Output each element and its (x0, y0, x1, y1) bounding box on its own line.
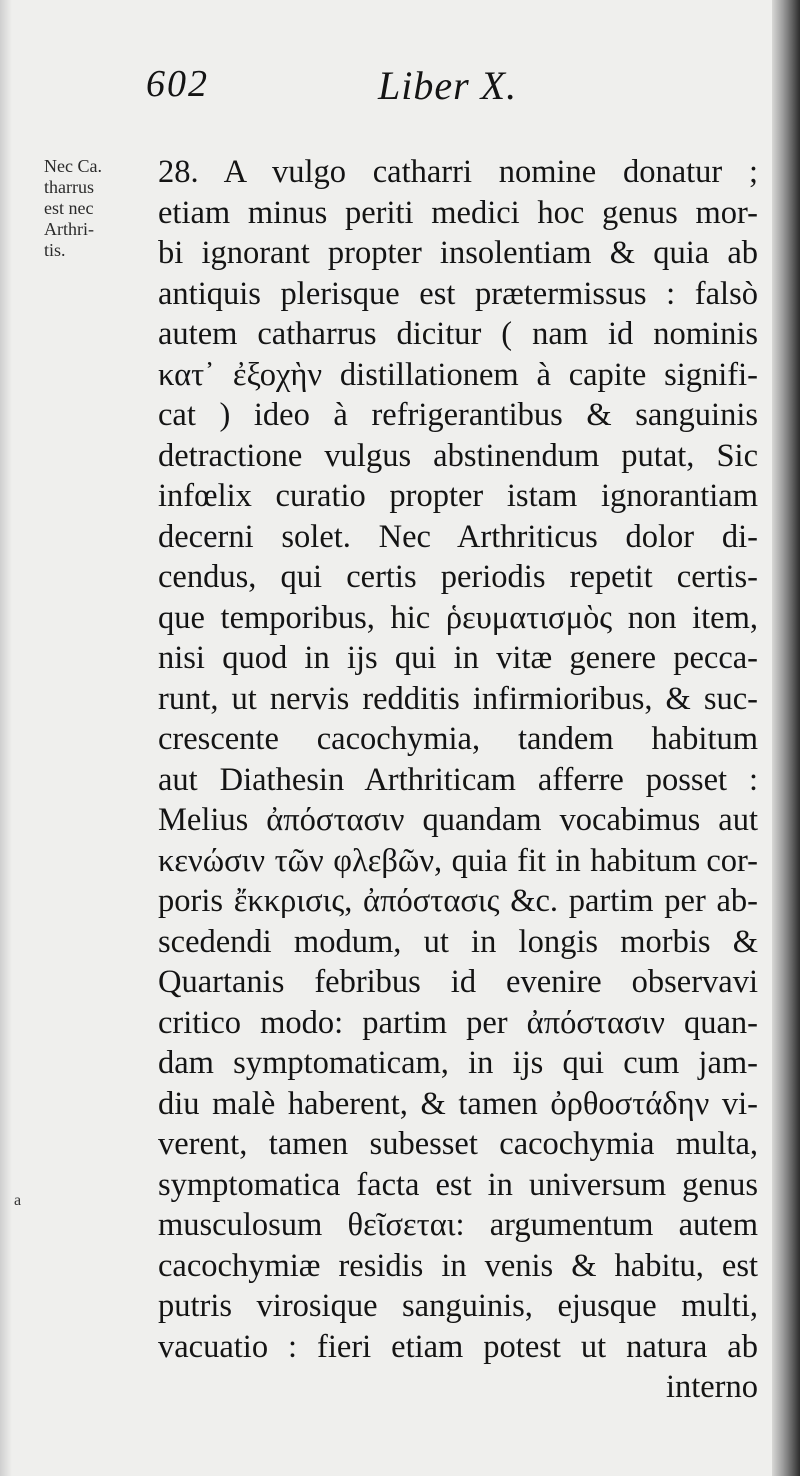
text-line: etiam minus periti medici hoc genus mor- (158, 194, 758, 231)
margin-note-line: est nec (44, 198, 94, 218)
text-line: detractione vulgus abstinendum putat, Sic (158, 437, 758, 474)
text-line: bi ignorant propter insolentiam & quia ab (158, 235, 758, 271)
text-line: putris virosique sanguinis, ejusque multi, (158, 1288, 758, 1324)
text-line: runt, ut nervis redditis infirmioribus, & suc- (158, 680, 758, 717)
text-line: scedendi modum, ut in longis morbis & (158, 923, 758, 960)
margin-note-line: Arthri- (44, 219, 94, 239)
text-line: diu malè haberent, & tamen ὀρθοστάδην vi- (158, 1085, 758, 1122)
text-line: aut Diathesin Arthriticam afferre posset : (158, 761, 758, 798)
text-line: antiquis plerisque est prætermissus : falsò (158, 275, 758, 312)
text-line: κατ᾽ ἐξοχὴν distillationem à capite signifi- (158, 356, 758, 393)
text-line: dam symptomaticam, in ijs qui cum jam- (158, 1045, 758, 1081)
text-line: cacochymiæ residis in venis & habitu, est (158, 1247, 758, 1284)
text-line: 28. A vulgo catharri nomine donatur ; (158, 154, 758, 190)
page-header (0, 62, 770, 112)
body-text (158, 152, 758, 1408)
running-head: Liber X. (378, 63, 518, 108)
margin-note (44, 156, 144, 261)
text-line: symptomatica facta est in universum genus (158, 1166, 758, 1203)
text-line: Melius ἀπόστασιν quandam vocabimus aut (158, 802, 758, 838)
text-line: decerni solet. Nec Arthriticus dolor di- (158, 518, 758, 555)
margin-note-line: Nec Ca. (44, 156, 102, 176)
text-line: cat ) ideo à refrigerantibus & sanguinis (158, 397, 758, 433)
catchword: interno (665, 1369, 758, 1405)
margin-mark: a (14, 1192, 22, 1209)
text-line: critico modo: partim per ἀπόστασιν quan- (158, 1004, 758, 1041)
margin-note-line: tharrus (44, 177, 94, 197)
page-number: 602 (146, 63, 209, 105)
text-line: autem catharrus dicitur ( nam id nominis (158, 316, 758, 352)
text-line: poris ἔκκρισις, ἀπόστασις &c. partim per ab- (158, 883, 758, 919)
text-line: crescente cacochymia, tandem habitum (158, 721, 758, 757)
text-line: que temporibus, hic ῥευματισμὸς non item, (158, 599, 758, 636)
text-line: nisi quod in ijs qui in vitæ genere pecca- (158, 640, 758, 676)
text-line: infœlix curatio propter istam ignorantiam (158, 478, 758, 514)
margin-note-line: tis. (44, 240, 66, 260)
text-line: κενώσιν τῶν φλεβῶν, quia fit in habitum cor- (158, 842, 758, 879)
page-gutter-shadow (772, 0, 800, 1476)
text-line: verent, tamen subesset cacochymia multa, (158, 1126, 758, 1162)
text-line: cendus, qui certis periodis repetit certis- (158, 559, 758, 595)
page-left-edge (0, 0, 12, 1476)
text-line: musculosum θεῖσεται: argumentum autem (158, 1207, 758, 1243)
text-line: Quartanis febribus id evenire observavi (158, 964, 758, 1000)
text-line: vacuatio : fieri etiam potest ut natura ab (158, 1328, 758, 1365)
